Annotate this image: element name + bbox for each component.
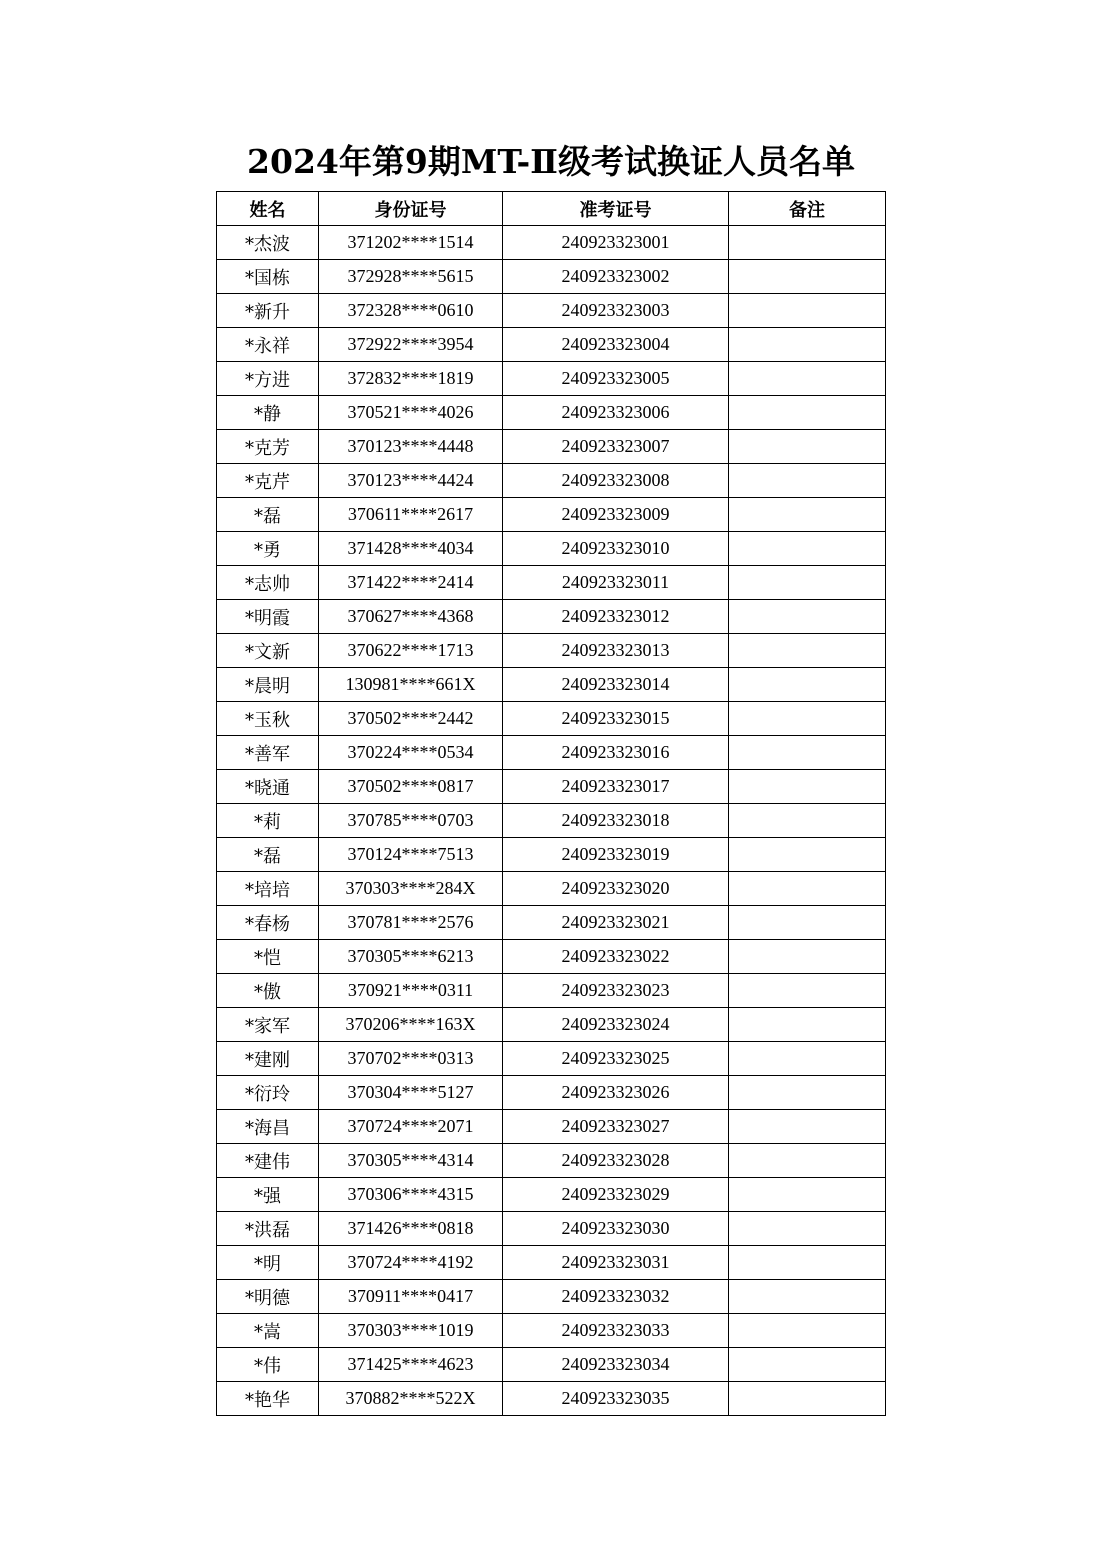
cell-id-number: 370724****4192 bbox=[319, 1246, 503, 1280]
cell-remark bbox=[729, 1382, 886, 1416]
table-row bbox=[217, 328, 886, 362]
table-row bbox=[217, 532, 886, 566]
cell-remark bbox=[729, 1042, 886, 1076]
cell-remark bbox=[729, 668, 886, 702]
cell-remark bbox=[729, 838, 886, 872]
cell-remark bbox=[729, 600, 886, 634]
cell-name: *善军 bbox=[217, 736, 319, 770]
cell-exam-number: 240923323009 bbox=[503, 498, 729, 532]
cell-id-number: 370627****4368 bbox=[319, 600, 503, 634]
cell-name: *志帅 bbox=[217, 566, 319, 600]
table-row bbox=[217, 838, 886, 872]
roster-table bbox=[216, 191, 886, 1416]
table-row bbox=[217, 566, 886, 600]
cell-exam-number: 240923323031 bbox=[503, 1246, 729, 1280]
cell-exam-number: 240923323001 bbox=[503, 226, 729, 260]
cell-id-number: 370303****1019 bbox=[319, 1314, 503, 1348]
cell-id-number: 370521****4026 bbox=[319, 396, 503, 430]
table-row bbox=[217, 1042, 886, 1076]
cell-remark bbox=[729, 1280, 886, 1314]
cell-id-number: 370305****6213 bbox=[319, 940, 503, 974]
cell-id-number: 370702****0313 bbox=[319, 1042, 503, 1076]
cell-name: *艳华 bbox=[217, 1382, 319, 1416]
cell-id-number: 370123****4448 bbox=[319, 430, 503, 464]
table-row bbox=[217, 1280, 886, 1314]
cell-exam-number: 240923323027 bbox=[503, 1110, 729, 1144]
column-header-id-number: 身份证号 bbox=[319, 192, 503, 226]
cell-remark bbox=[729, 1076, 886, 1110]
cell-id-number: 371425****4623 bbox=[319, 1348, 503, 1382]
cell-exam-number: 240923323015 bbox=[503, 702, 729, 736]
cell-name: *家军 bbox=[217, 1008, 319, 1042]
cell-remark bbox=[729, 532, 886, 566]
cell-name: *嵩 bbox=[217, 1314, 319, 1348]
cell-remark bbox=[729, 906, 886, 940]
cell-remark bbox=[729, 498, 886, 532]
table-row bbox=[217, 464, 886, 498]
cell-exam-number: 240923323010 bbox=[503, 532, 729, 566]
cell-remark bbox=[729, 940, 886, 974]
cell-exam-number: 240923323002 bbox=[503, 260, 729, 294]
cell-exam-number: 240923323020 bbox=[503, 872, 729, 906]
table-row bbox=[217, 1348, 886, 1382]
table-row bbox=[217, 634, 886, 668]
cell-name: *建伟 bbox=[217, 1144, 319, 1178]
cell-id-number: 371202****1514 bbox=[319, 226, 503, 260]
cell-exam-number: 240923323032 bbox=[503, 1280, 729, 1314]
cell-exam-number: 240923323016 bbox=[503, 736, 729, 770]
cell-name: *培培 bbox=[217, 872, 319, 906]
cell-name: *晨明 bbox=[217, 668, 319, 702]
table-row bbox=[217, 260, 886, 294]
cell-exam-number: 240923323024 bbox=[503, 1008, 729, 1042]
cell-exam-number: 240923323030 bbox=[503, 1212, 729, 1246]
cell-remark bbox=[729, 1144, 886, 1178]
cell-exam-number: 240923323006 bbox=[503, 396, 729, 430]
cell-id-number: 370785****0703 bbox=[319, 804, 503, 838]
cell-name: *永祥 bbox=[217, 328, 319, 362]
table-row bbox=[217, 362, 886, 396]
cell-id-number: 371422****2414 bbox=[319, 566, 503, 600]
cell-exam-number: 240923323026 bbox=[503, 1076, 729, 1110]
cell-remark bbox=[729, 566, 886, 600]
cell-remark bbox=[729, 736, 886, 770]
cell-exam-number: 240923323033 bbox=[503, 1314, 729, 1348]
cell-name: *伟 bbox=[217, 1348, 319, 1382]
table-row bbox=[217, 1212, 886, 1246]
table-body bbox=[217, 226, 886, 1416]
cell-id-number: 372928****5615 bbox=[319, 260, 503, 294]
table-row bbox=[217, 1144, 886, 1178]
cell-remark bbox=[729, 1348, 886, 1382]
table-row bbox=[217, 940, 886, 974]
table-row bbox=[217, 226, 886, 260]
page-title: 2024年第9期MT-Ⅱ级考试换证人员名单 bbox=[247, 142, 855, 181]
table-row bbox=[217, 1382, 886, 1416]
cell-remark bbox=[729, 328, 886, 362]
cell-name: *文新 bbox=[217, 634, 319, 668]
cell-remark bbox=[729, 294, 886, 328]
cell-id-number: 370304****5127 bbox=[319, 1076, 503, 1110]
table-row bbox=[217, 906, 886, 940]
cell-id-number: 370124****7513 bbox=[319, 838, 503, 872]
table-header bbox=[217, 192, 886, 226]
cell-remark bbox=[729, 362, 886, 396]
cell-exam-number: 240923323004 bbox=[503, 328, 729, 362]
table-row bbox=[217, 396, 886, 430]
cell-remark bbox=[729, 1178, 886, 1212]
cell-exam-number: 240923323013 bbox=[503, 634, 729, 668]
cell-remark bbox=[729, 226, 886, 260]
cell-remark bbox=[729, 1212, 886, 1246]
cell-id-number: 372328****0610 bbox=[319, 294, 503, 328]
cell-name: *新升 bbox=[217, 294, 319, 328]
cell-exam-number: 240923323023 bbox=[503, 974, 729, 1008]
cell-id-number: 370305****4314 bbox=[319, 1144, 503, 1178]
cell-id-number: 370206****163X bbox=[319, 1008, 503, 1042]
cell-name: *建刚 bbox=[217, 1042, 319, 1076]
cell-name: *明德 bbox=[217, 1280, 319, 1314]
cell-exam-number: 240923323008 bbox=[503, 464, 729, 498]
cell-remark bbox=[729, 974, 886, 1008]
cell-remark bbox=[729, 634, 886, 668]
cell-name: *明 bbox=[217, 1246, 319, 1280]
cell-exam-number: 240923323022 bbox=[503, 940, 729, 974]
cell-exam-number: 240923323034 bbox=[503, 1348, 729, 1382]
table-row bbox=[217, 804, 886, 838]
cell-name: *玉秋 bbox=[217, 702, 319, 736]
cell-id-number: 370622****1713 bbox=[319, 634, 503, 668]
cell-name: *晓通 bbox=[217, 770, 319, 804]
cell-name: *克芹 bbox=[217, 464, 319, 498]
cell-name: *傲 bbox=[217, 974, 319, 1008]
cell-remark bbox=[729, 1314, 886, 1348]
cell-remark bbox=[729, 770, 886, 804]
cell-remark bbox=[729, 430, 886, 464]
cell-remark bbox=[729, 1008, 886, 1042]
cell-name: *静 bbox=[217, 396, 319, 430]
cell-exam-number: 240923323029 bbox=[503, 1178, 729, 1212]
table-row bbox=[217, 1008, 886, 1042]
table-row bbox=[217, 1246, 886, 1280]
cell-id-number: 370882****522X bbox=[319, 1382, 503, 1416]
cell-name: *春杨 bbox=[217, 906, 319, 940]
cell-remark bbox=[729, 464, 886, 498]
table-row bbox=[217, 974, 886, 1008]
table-row bbox=[217, 872, 886, 906]
column-header-name: 姓名 bbox=[217, 192, 319, 226]
cell-id-number: 370724****2071 bbox=[319, 1110, 503, 1144]
cell-remark bbox=[729, 1110, 886, 1144]
table-row bbox=[217, 736, 886, 770]
cell-exam-number: 240923323021 bbox=[503, 906, 729, 940]
cell-name: *海昌 bbox=[217, 1110, 319, 1144]
cell-id-number: 370781****2576 bbox=[319, 906, 503, 940]
table-row bbox=[217, 498, 886, 532]
table-row bbox=[217, 294, 886, 328]
cell-exam-number: 240923323035 bbox=[503, 1382, 729, 1416]
cell-exam-number: 240923323017 bbox=[503, 770, 729, 804]
cell-id-number: 370224****0534 bbox=[319, 736, 503, 770]
cell-exam-number: 240923323018 bbox=[503, 804, 729, 838]
cell-remark bbox=[729, 260, 886, 294]
table-row bbox=[217, 600, 886, 634]
cell-exam-number: 240923323025 bbox=[503, 1042, 729, 1076]
cell-name: *洪磊 bbox=[217, 1212, 319, 1246]
cell-name: *磊 bbox=[217, 838, 319, 872]
cell-name: *克芳 bbox=[217, 430, 319, 464]
cell-name: *勇 bbox=[217, 532, 319, 566]
cell-name: *方进 bbox=[217, 362, 319, 396]
cell-id-number: 371426****0818 bbox=[319, 1212, 503, 1246]
cell-id-number: 370911****0417 bbox=[319, 1280, 503, 1314]
cell-remark bbox=[729, 804, 886, 838]
cell-id-number: 370306****4315 bbox=[319, 1178, 503, 1212]
cell-name: *恺 bbox=[217, 940, 319, 974]
cell-remark bbox=[729, 1246, 886, 1280]
cell-id-number: 371428****4034 bbox=[319, 532, 503, 566]
table-row bbox=[217, 668, 886, 702]
cell-exam-number: 240923323028 bbox=[503, 1144, 729, 1178]
cell-id-number: 372922****3954 bbox=[319, 328, 503, 362]
cell-name: *强 bbox=[217, 1178, 319, 1212]
table-row bbox=[217, 1076, 886, 1110]
cell-exam-number: 240923323011 bbox=[503, 566, 729, 600]
cell-id-number: 370921****0311 bbox=[319, 974, 503, 1008]
cell-name: *明霞 bbox=[217, 600, 319, 634]
cell-id-number: 370303****284X bbox=[319, 872, 503, 906]
table-row bbox=[217, 1178, 886, 1212]
cell-exam-number: 240923323012 bbox=[503, 600, 729, 634]
cell-id-number: 370502****2442 bbox=[319, 702, 503, 736]
cell-exam-number: 240923323007 bbox=[503, 430, 729, 464]
cell-name: *国栋 bbox=[217, 260, 319, 294]
cell-name: *杰波 bbox=[217, 226, 319, 260]
table-row bbox=[217, 430, 886, 464]
table-row bbox=[217, 1314, 886, 1348]
cell-id-number: 370611****2617 bbox=[319, 498, 503, 532]
cell-remark bbox=[729, 396, 886, 430]
cell-id-number: 370502****0817 bbox=[319, 770, 503, 804]
table-row bbox=[217, 770, 886, 804]
cell-exam-number: 240923323003 bbox=[503, 294, 729, 328]
table-row bbox=[217, 1110, 886, 1144]
cell-id-number: 372832****1819 bbox=[319, 362, 503, 396]
cell-remark bbox=[729, 702, 886, 736]
column-header-exam-number: 准考证号 bbox=[503, 192, 729, 226]
cell-remark bbox=[729, 872, 886, 906]
cell-exam-number: 240923323005 bbox=[503, 362, 729, 396]
header-row bbox=[217, 192, 886, 226]
column-header-remark: 备注 bbox=[729, 192, 886, 226]
cell-name: *衍玲 bbox=[217, 1076, 319, 1110]
cell-name: *磊 bbox=[217, 498, 319, 532]
cell-exam-number: 240923323014 bbox=[503, 668, 729, 702]
cell-name: *莉 bbox=[217, 804, 319, 838]
cell-id-number: 130981****661X bbox=[319, 668, 503, 702]
cell-id-number: 370123****4424 bbox=[319, 464, 503, 498]
table-row bbox=[217, 702, 886, 736]
cell-exam-number: 240923323019 bbox=[503, 838, 729, 872]
